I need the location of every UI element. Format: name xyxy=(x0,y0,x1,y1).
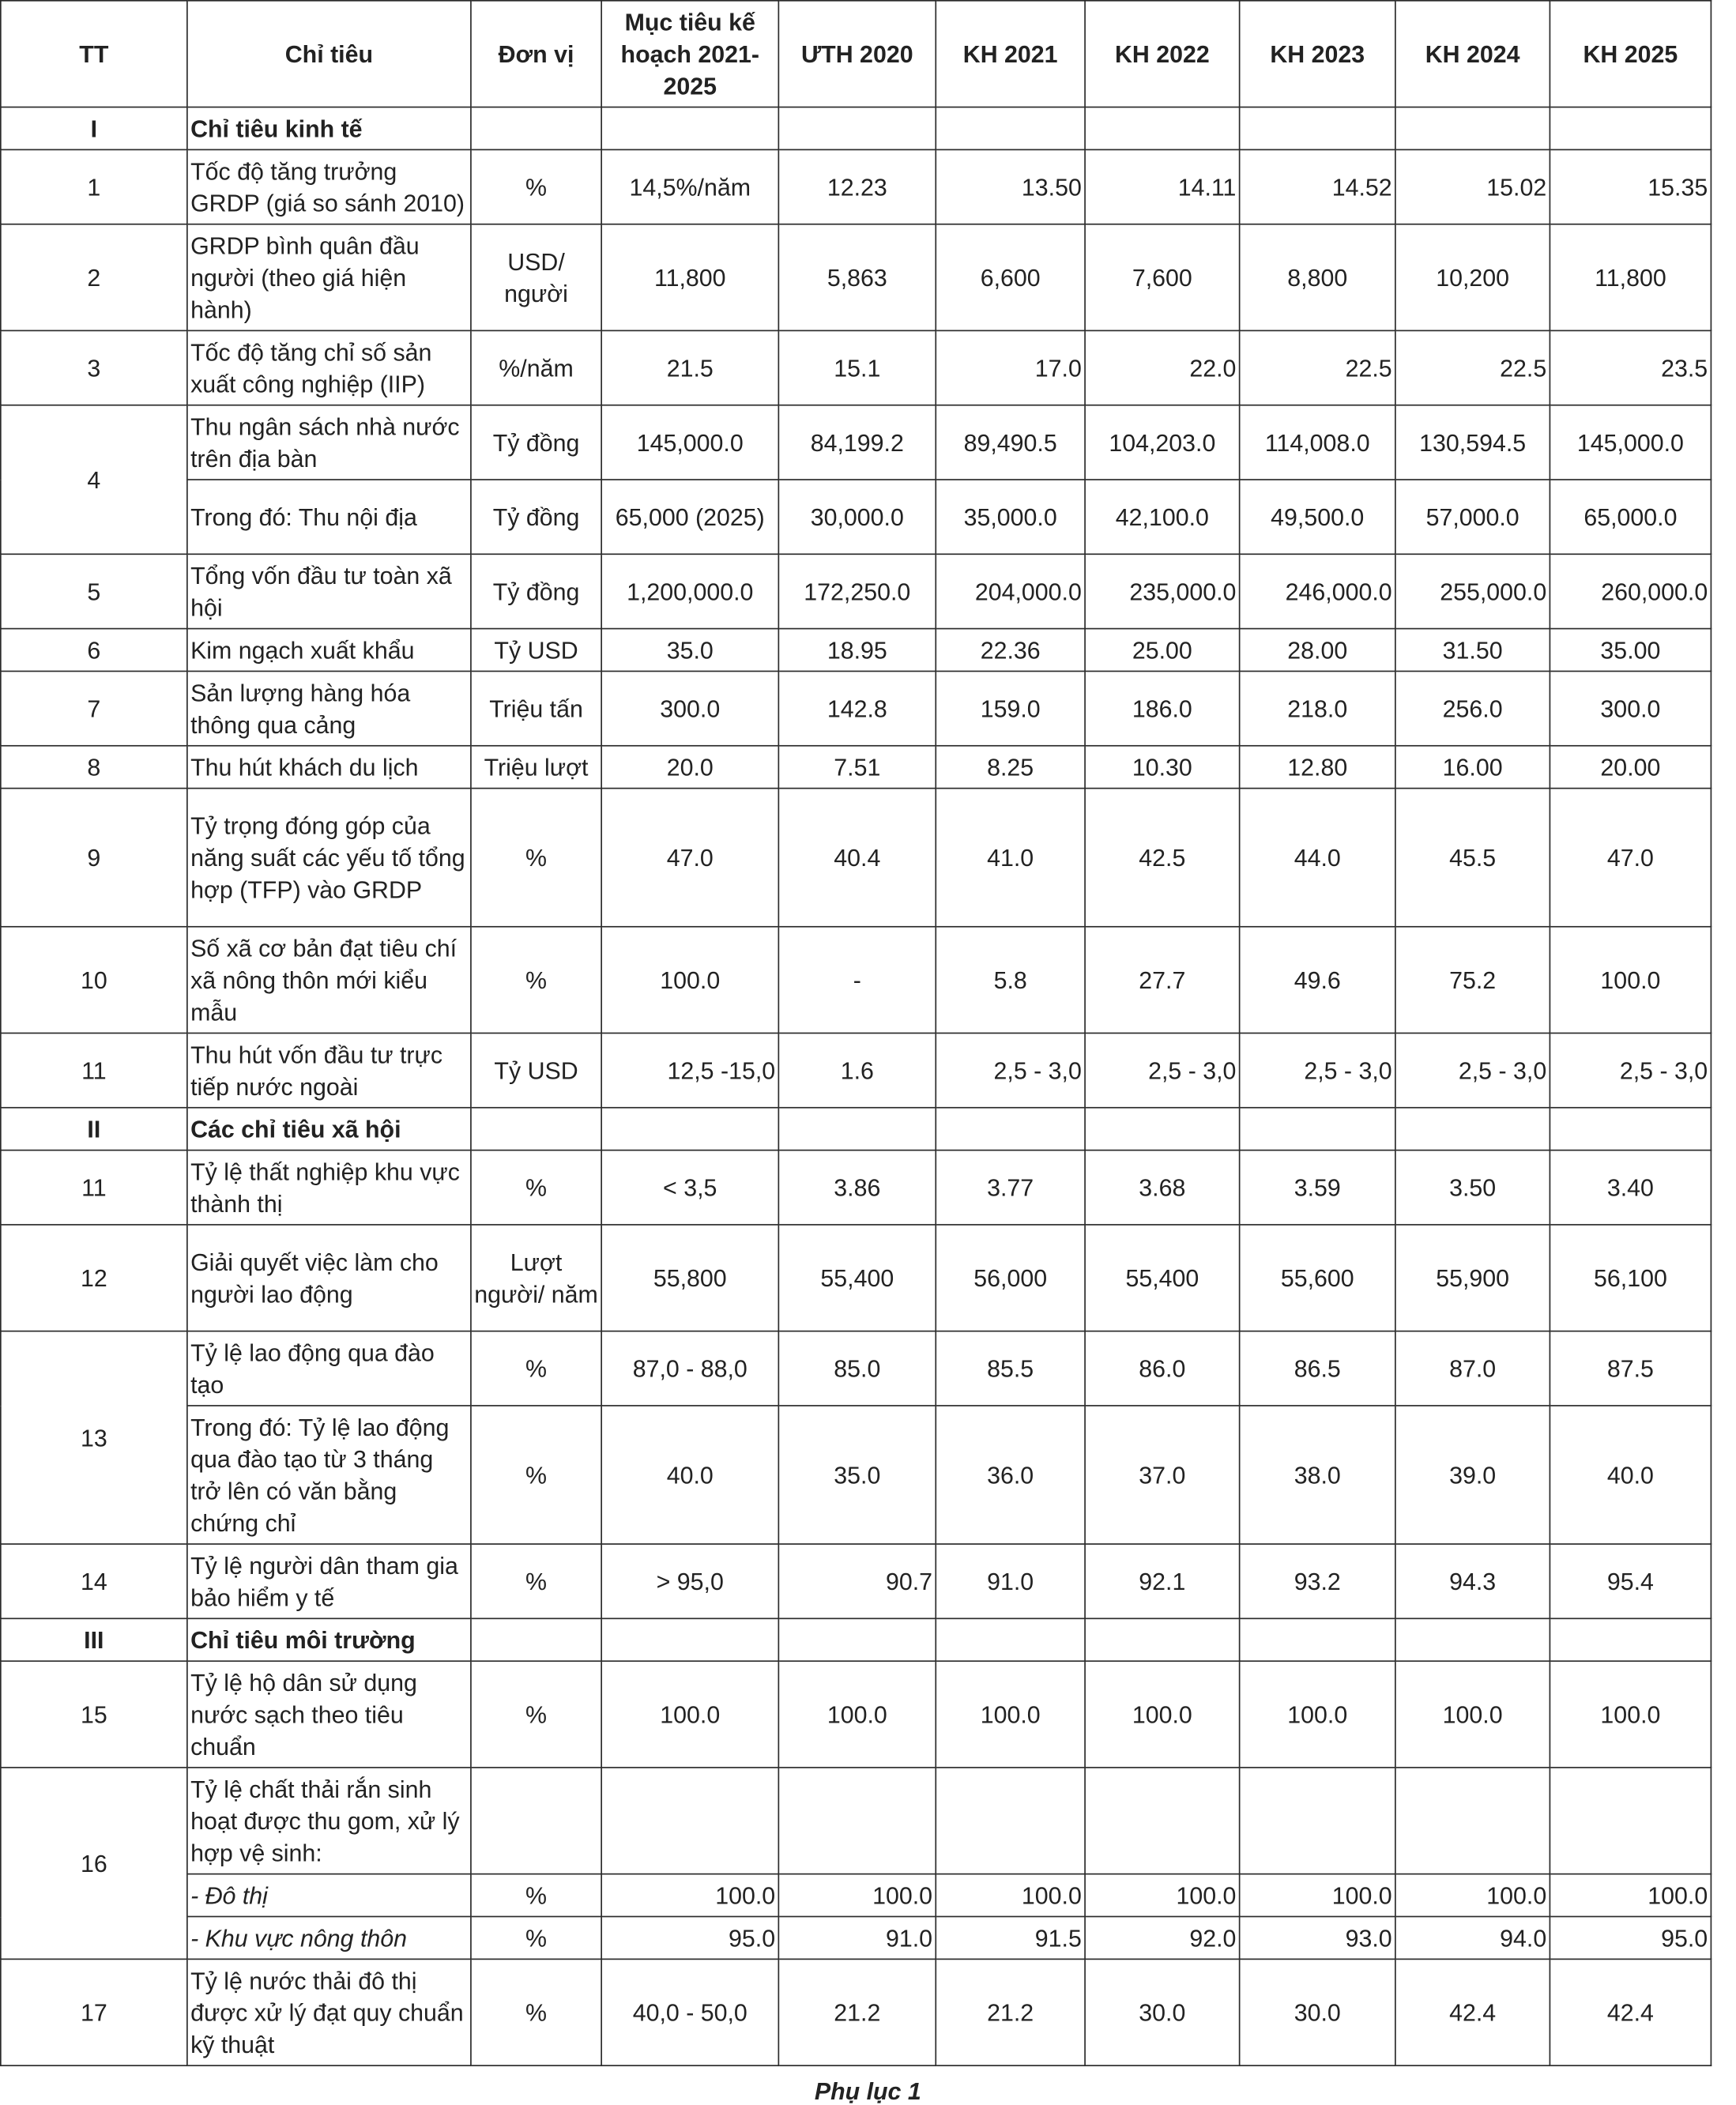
table-cell: Tốc độ tăng trưởng GRDP (giá so sánh 2010) xyxy=(187,149,471,224)
table-cell: 92.1 xyxy=(1085,1544,1240,1618)
table-cell: 300.0 xyxy=(601,671,778,745)
table-cell: 89,490.5 xyxy=(936,405,1085,480)
table-cell xyxy=(1240,1618,1395,1661)
table-cell xyxy=(1550,1768,1711,1874)
table-cell: 100.0 xyxy=(601,1661,778,1768)
table-cell: 65,000 (2025) xyxy=(601,480,778,554)
table-cell: 10.30 xyxy=(1085,746,1240,789)
table-cell xyxy=(1395,1768,1550,1874)
table-cell: 40,0 - 50,0 xyxy=(601,1959,778,2065)
table-cell xyxy=(778,1618,936,1661)
table-cell: 56,000 xyxy=(936,1225,1085,1331)
table-cell: 41.0 xyxy=(936,789,1085,927)
header-kh-2025: KH 2025 xyxy=(1550,1,1711,107)
table-cell: 11 xyxy=(1,1033,187,1107)
table-cell: 27.7 xyxy=(1085,927,1240,1034)
table-cell: 2 xyxy=(1,224,187,331)
table-cell: 91.0 xyxy=(778,1917,936,1960)
table-cell: % xyxy=(471,1150,601,1225)
table-cell: 10 xyxy=(1,927,187,1034)
table-cell: Tỷ lệ thất nghiệp khu vực thành thị xyxy=(187,1150,471,1225)
table-cell: 172,250.0 xyxy=(778,554,936,628)
table-cell: 12.23 xyxy=(778,149,936,224)
table-cell: % xyxy=(471,149,601,224)
table-cell xyxy=(1240,107,1395,150)
table-cell: 100.0 xyxy=(936,1874,1085,1917)
table-row xyxy=(1,629,1712,672)
table-cell: 55,600 xyxy=(1240,1225,1395,1331)
table-cell: 260,000.0 xyxy=(1550,554,1711,628)
table-cell: 93.2 xyxy=(1240,1544,1395,1618)
table-cell: 16 xyxy=(1,1768,187,1959)
table-cell: 13 xyxy=(1,1331,187,1544)
table-cell: 8.25 xyxy=(936,746,1085,789)
table-row xyxy=(1,1768,1712,1874)
table-cell: 5 xyxy=(1,554,187,628)
table-cell: 18.95 xyxy=(778,629,936,672)
table-cell: 100.0 xyxy=(778,1874,936,1917)
header-uth-2020: ƯTH 2020 xyxy=(778,1,936,107)
table-cell: Triệu lượt xyxy=(471,746,601,789)
table-cell: 100.0 xyxy=(1550,927,1711,1034)
table-cell: 15.02 xyxy=(1395,149,1550,224)
table-cell: 90.7 xyxy=(778,1544,936,1618)
table-cell: Tỷ đồng xyxy=(471,405,601,480)
table-cell: 47.0 xyxy=(1550,789,1711,927)
table-row xyxy=(1,789,1712,927)
table-cell: 204,000.0 xyxy=(936,554,1085,628)
table-cell: 95.0 xyxy=(1550,1917,1711,1960)
table-cell: 85.5 xyxy=(936,1331,1085,1406)
table-cell: 100.0 xyxy=(1395,1661,1550,1768)
table-cell: Triệu tấn xyxy=(471,671,601,745)
table-cell xyxy=(601,107,778,150)
table-cell: 3.59 xyxy=(1240,1150,1395,1225)
table-cell: 8,800 xyxy=(1240,224,1395,331)
table-cell: 100.0 xyxy=(1550,1661,1711,1768)
table-cell: 114,008.0 xyxy=(1240,405,1395,480)
table-row xyxy=(1,107,1712,150)
table-row xyxy=(1,1959,1712,2065)
table-row xyxy=(1,1033,1712,1107)
table-cell: 14,5%/năm xyxy=(601,149,778,224)
table-cell: Các chỉ tiêu xã hội xyxy=(187,1108,471,1150)
table-cell: 55,400 xyxy=(1085,1225,1240,1331)
table-cell: 9 xyxy=(1,789,187,927)
table-cell: 37.0 xyxy=(1085,1406,1240,1544)
table-cell xyxy=(1550,1618,1711,1661)
table-cell: 95.0 xyxy=(601,1917,778,1960)
table-cell: Thu ngân sách nhà nước trên địa bàn xyxy=(187,405,471,480)
table-cell: 3.86 xyxy=(778,1150,936,1225)
table-cell: Tỷ lệ nước thải đô thị được xử lý đạt quy chuẩn kỹ thuật xyxy=(187,1959,471,2065)
table-cell xyxy=(1085,1108,1240,1150)
table-cell: 40.4 xyxy=(778,789,936,927)
table-cell: Tỷ trọng đóng góp của năng suất các yếu tố tổng hợp (TFP) vào GRDP xyxy=(187,789,471,927)
table-cell: 22.36 xyxy=(936,629,1085,672)
table-cell: Chỉ tiêu môi trường xyxy=(187,1618,471,1661)
table-cell: 14 xyxy=(1,1544,187,1618)
table-cell: 55,800 xyxy=(601,1225,778,1331)
table-cell xyxy=(1395,1108,1550,1150)
table-cell: Thu hút khách du lịch xyxy=(187,746,471,789)
table-row xyxy=(1,149,1712,224)
table-cell: 246,000.0 xyxy=(1240,554,1395,628)
header-chi-tieu: Chỉ tiêu xyxy=(187,1,471,107)
header-kh-2024: KH 2024 xyxy=(1395,1,1550,107)
table-cell: 65,000.0 xyxy=(1550,480,1711,554)
table-cell xyxy=(936,1618,1085,1661)
table-row xyxy=(1,224,1712,331)
table-cell xyxy=(471,1618,601,1661)
table-cell: 5.8 xyxy=(936,927,1085,1034)
table-cell: 5,863 xyxy=(778,224,936,331)
table-cell: 94.0 xyxy=(1395,1917,1550,1960)
table-cell: 100.0 xyxy=(1085,1661,1240,1768)
table-cell: 84,199.2 xyxy=(778,405,936,480)
table-cell xyxy=(1395,107,1550,150)
table-cell: 14.11 xyxy=(1085,149,1240,224)
table-cell: < 3,5 xyxy=(601,1150,778,1225)
table-cell: - xyxy=(778,927,936,1034)
table-cell: Chỉ tiêu kinh tế xyxy=(187,107,471,150)
table-cell: 7.51 xyxy=(778,746,936,789)
table-cell xyxy=(936,1768,1085,1874)
table-cell: 22.5 xyxy=(1395,330,1550,405)
table-cell: 40.0 xyxy=(1550,1406,1711,1544)
table-cell: 2,5 - 3,0 xyxy=(1240,1033,1395,1107)
table-cell: 15.35 xyxy=(1550,149,1711,224)
table-cell: 87,0 - 88,0 xyxy=(601,1331,778,1406)
table-cell: 100.0 xyxy=(936,1661,1085,1768)
table-cell: 6,600 xyxy=(936,224,1085,331)
table-row xyxy=(1,1331,1712,1406)
table-cell: 23.5 xyxy=(1550,330,1711,405)
table-cell: 14.52 xyxy=(1240,149,1395,224)
table-cell: 40.0 xyxy=(601,1406,778,1544)
table-cell: 55,900 xyxy=(1395,1225,1550,1331)
table-cell: 3 xyxy=(1,330,187,405)
table-cell: 12.80 xyxy=(1240,746,1395,789)
table-cell: II xyxy=(1,1108,187,1150)
table-cell: 10,200 xyxy=(1395,224,1550,331)
table-cell: 1,200,000.0 xyxy=(601,554,778,628)
table-cell: Tốc độ tăng chỉ số sản xuất công nghiệp (IIP) xyxy=(187,330,471,405)
table-cell: 87.0 xyxy=(1395,1331,1550,1406)
table-cell: 21.2 xyxy=(936,1959,1085,2065)
table-cell: 100.0 xyxy=(1395,1874,1550,1917)
table-cell: 300.0 xyxy=(1550,671,1711,745)
table-cell: - Đô thị xyxy=(187,1874,471,1917)
table-cell: 86.5 xyxy=(1240,1331,1395,1406)
table-cell: 30.0 xyxy=(1240,1959,1395,2065)
table-row xyxy=(1,746,1712,789)
table-cell: 12 xyxy=(1,1225,187,1331)
table-cell: 15 xyxy=(1,1661,187,1768)
table-cell xyxy=(936,1108,1085,1150)
table-cell: - Khu vực nông thôn xyxy=(187,1917,471,1960)
table-row xyxy=(1,671,1712,745)
table-cell: 6 xyxy=(1,629,187,672)
table-cell: 42,100.0 xyxy=(1085,480,1240,554)
table-cell: 11,800 xyxy=(1550,224,1711,331)
table-cell: 21.2 xyxy=(778,1959,936,2065)
table-cell: 235,000.0 xyxy=(1085,554,1240,628)
table-cell: 35.00 xyxy=(1550,629,1711,672)
table-cell: % xyxy=(471,1544,601,1618)
table-cell: 28.00 xyxy=(1240,629,1395,672)
table-cell: 94.3 xyxy=(1395,1544,1550,1618)
table-cell: 145,000.0 xyxy=(1550,405,1711,480)
table-cell: 85.0 xyxy=(778,1331,936,1406)
header-muc-tieu: Mục tiêu kế hoạch 2021-2025 xyxy=(601,1,778,107)
table-cell: Sản lượng hàng hóa thông qua cảng xyxy=(187,671,471,745)
table-cell xyxy=(471,1108,601,1150)
table-cell: 255,000.0 xyxy=(1395,554,1550,628)
table-cell: 21.5 xyxy=(601,330,778,405)
table-cell: Tỷ lệ hộ dân sử dụng nước sạch theo tiêu chuẩn xyxy=(187,1661,471,1768)
table-cell: 35.0 xyxy=(601,629,778,672)
table-row xyxy=(1,1544,1712,1618)
table-cell: 3.68 xyxy=(1085,1150,1240,1225)
table-cell: 15.1 xyxy=(778,330,936,405)
table-body xyxy=(1,107,1712,2066)
header-don-vi: Đơn vị xyxy=(471,1,601,107)
table-cell: 57,000.0 xyxy=(1395,480,1550,554)
table-cell: 36.0 xyxy=(936,1406,1085,1544)
table-cell xyxy=(1085,1618,1240,1661)
table-cell: 92.0 xyxy=(1085,1917,1240,1960)
table-cell: 30,000.0 xyxy=(778,480,936,554)
table-cell: % xyxy=(471,1917,601,1960)
table-cell: Trong đó: Tỷ lệ lao động qua đào tạo từ 3 tháng trở lên có văn bằng chứng chỉ xyxy=(187,1406,471,1544)
table-cell: 100.0 xyxy=(601,927,778,1034)
table-cell xyxy=(471,107,601,150)
table-cell: 55,400 xyxy=(778,1225,936,1331)
table-cell: Tổng vốn đầu tư toàn xã hội xyxy=(187,554,471,628)
table-cell: 2,5 - 3,0 xyxy=(1085,1033,1240,1107)
table-cell xyxy=(778,1108,936,1150)
table-cell: 7,600 xyxy=(1085,224,1240,331)
table-cell: 20.0 xyxy=(601,746,778,789)
table-cell xyxy=(601,1618,778,1661)
table-cell: 25.00 xyxy=(1085,629,1240,672)
table-cell: III xyxy=(1,1618,187,1661)
table-cell: % xyxy=(471,1959,601,2065)
table-cell: 130,594.5 xyxy=(1395,405,1550,480)
table-cell xyxy=(1550,1108,1711,1150)
table-cell: 142.8 xyxy=(778,671,936,745)
table-cell xyxy=(1085,1768,1240,1874)
header-row xyxy=(1,1,1712,107)
table-cell: 30.0 xyxy=(1085,1959,1240,2065)
header-kh-2023: KH 2023 xyxy=(1240,1,1395,107)
table-cell: 35,000.0 xyxy=(936,480,1085,554)
table-cell xyxy=(1395,1618,1550,1661)
table-row xyxy=(1,405,1712,480)
table-cell xyxy=(778,1768,936,1874)
table-cell: 100.0 xyxy=(1550,1874,1711,1917)
table-cell: 38.0 xyxy=(1240,1406,1395,1544)
table-cell xyxy=(778,107,936,150)
table-cell: % xyxy=(471,927,601,1034)
table-cell: 42.5 xyxy=(1085,789,1240,927)
table-cell: 91.5 xyxy=(936,1917,1085,1960)
table-cell: Tỷ đồng xyxy=(471,480,601,554)
table-cell xyxy=(1550,107,1711,150)
table-cell: 11 xyxy=(1,1150,187,1225)
table-row xyxy=(1,1917,1712,1960)
table-cell xyxy=(1240,1768,1395,1874)
table-cell: Tỷ USD xyxy=(471,1033,601,1107)
table-cell: 100.0 xyxy=(1085,1874,1240,1917)
table-cell: 17 xyxy=(1,1959,187,2065)
table-cell: 87.5 xyxy=(1550,1331,1711,1406)
table-cell: % xyxy=(471,1874,601,1917)
table-cell: 13.50 xyxy=(936,149,1085,224)
table-cell: 22.5 xyxy=(1240,330,1395,405)
table-row xyxy=(1,1874,1712,1917)
table-cell: 100.0 xyxy=(601,1874,778,1917)
table-cell: 3.50 xyxy=(1395,1150,1550,1225)
table-cell xyxy=(1240,1108,1395,1150)
table-cell xyxy=(601,1108,778,1150)
table-row xyxy=(1,1108,1712,1150)
table-row xyxy=(1,330,1712,405)
table-cell: USD/ người xyxy=(471,224,601,331)
table-cell: 12,5 -15,0 xyxy=(601,1033,778,1107)
table-cell: 186.0 xyxy=(1085,671,1240,745)
table-cell: 93.0 xyxy=(1240,1917,1395,1960)
table-cell: 4 xyxy=(1,405,187,555)
table-cell: 104,203.0 xyxy=(1085,405,1240,480)
header-kh-2021: KH 2021 xyxy=(936,1,1085,107)
table-cell xyxy=(936,107,1085,150)
table-cell: 75.2 xyxy=(1395,927,1550,1034)
table-cell: 11,800 xyxy=(601,224,778,331)
table-cell: Lượt người/ năm xyxy=(471,1225,601,1331)
table-cell: %/năm xyxy=(471,330,601,405)
table-cell: Trong đó: Thu nội địa xyxy=(187,480,471,554)
table-cell: % xyxy=(471,1661,601,1768)
table-cell: % xyxy=(471,1331,601,1406)
table-row xyxy=(1,1225,1712,1331)
table-cell xyxy=(471,1768,601,1874)
table-row xyxy=(1,480,1712,554)
table-cell: 2,5 - 3,0 xyxy=(1395,1033,1550,1107)
table-cell: 8 xyxy=(1,746,187,789)
table-cell: 86.0 xyxy=(1085,1331,1240,1406)
table-cell: % xyxy=(471,1406,601,1544)
table-row xyxy=(1,927,1712,1034)
appendix-caption: Phụ lục 1 xyxy=(814,2078,921,2105)
table-cell: 100.0 xyxy=(1240,1661,1395,1768)
table-cell: 100.0 xyxy=(778,1661,936,1768)
table-cell: 56,100 xyxy=(1550,1225,1711,1331)
table-cell: 20.00 xyxy=(1550,746,1711,789)
table-cell: 31.50 xyxy=(1395,629,1550,672)
table-cell: 2,5 - 3,0 xyxy=(1550,1033,1711,1107)
table-cell: 2,5 - 3,0 xyxy=(936,1033,1085,1107)
table-cell: 44.0 xyxy=(1240,789,1395,927)
table-cell: 47.0 xyxy=(601,789,778,927)
table-cell: 17.0 xyxy=(936,330,1085,405)
table-cell: 22.0 xyxy=(1085,330,1240,405)
table-cell: 42.4 xyxy=(1395,1959,1550,2065)
table-cell xyxy=(1085,107,1240,150)
table-cell: 95.4 xyxy=(1550,1544,1711,1618)
table-row xyxy=(1,1618,1712,1661)
table-cell xyxy=(601,1768,778,1874)
table-cell: 49,500.0 xyxy=(1240,480,1395,554)
table-cell: 145,000.0 xyxy=(601,405,778,480)
table-cell: 49.6 xyxy=(1240,927,1395,1034)
table-cell: Tỷ lệ người dân tham gia bảo hiểm y tế xyxy=(187,1544,471,1618)
table-cell: 100.0 xyxy=(1240,1874,1395,1917)
table-cell: > 95,0 xyxy=(601,1544,778,1618)
table-row xyxy=(1,1406,1712,1544)
table-row xyxy=(1,1661,1712,1768)
table-cell: 1.6 xyxy=(778,1033,936,1107)
table-cell: Tỷ lệ chất thải rắn sinh hoạt được thu gom, xử lý hợp vệ sinh: xyxy=(187,1768,471,1874)
table-cell: Kim ngạch xuất khẩu xyxy=(187,629,471,672)
table-cell: 3.77 xyxy=(936,1150,1085,1225)
table-cell: 35.0 xyxy=(778,1406,936,1544)
table-cell: Tỷ lệ lao động qua đào tạo xyxy=(187,1331,471,1406)
table-cell: I xyxy=(1,107,187,150)
table-cell: 159.0 xyxy=(936,671,1085,745)
header-kh-2022: KH 2022 xyxy=(1085,1,1240,107)
table-cell: Tỷ USD xyxy=(471,629,601,672)
table-cell: % xyxy=(471,789,601,927)
table-cell: 256.0 xyxy=(1395,671,1550,745)
header-tt: TT xyxy=(1,1,187,107)
table-cell: 91.0 xyxy=(936,1544,1085,1618)
table-cell: GRDP bình quân đầu người (theo giá hiện hành) xyxy=(187,224,471,331)
table-cell: 3.40 xyxy=(1550,1150,1711,1225)
table-cell: Tỷ đồng xyxy=(471,554,601,628)
table-cell: 45.5 xyxy=(1395,789,1550,927)
table-cell: 16.00 xyxy=(1395,746,1550,789)
table-cell: 218.0 xyxy=(1240,671,1395,745)
table-cell: Thu hút vốn đầu tư trực tiếp nước ngoài xyxy=(187,1033,471,1107)
table-cell: 42.4 xyxy=(1550,1959,1711,2065)
table-cell: Giải quyết việc làm cho người lao động xyxy=(187,1225,471,1331)
table-cell: 1 xyxy=(1,149,187,224)
table-row xyxy=(1,554,1712,628)
table-cell: Số xã cơ bản đạt tiêu chí xã nông thôn mới kiểu mẫu xyxy=(187,927,471,1034)
table-cell: 7 xyxy=(1,671,187,745)
table-row xyxy=(1,1150,1712,1225)
table-cell: 39.0 xyxy=(1395,1406,1550,1544)
